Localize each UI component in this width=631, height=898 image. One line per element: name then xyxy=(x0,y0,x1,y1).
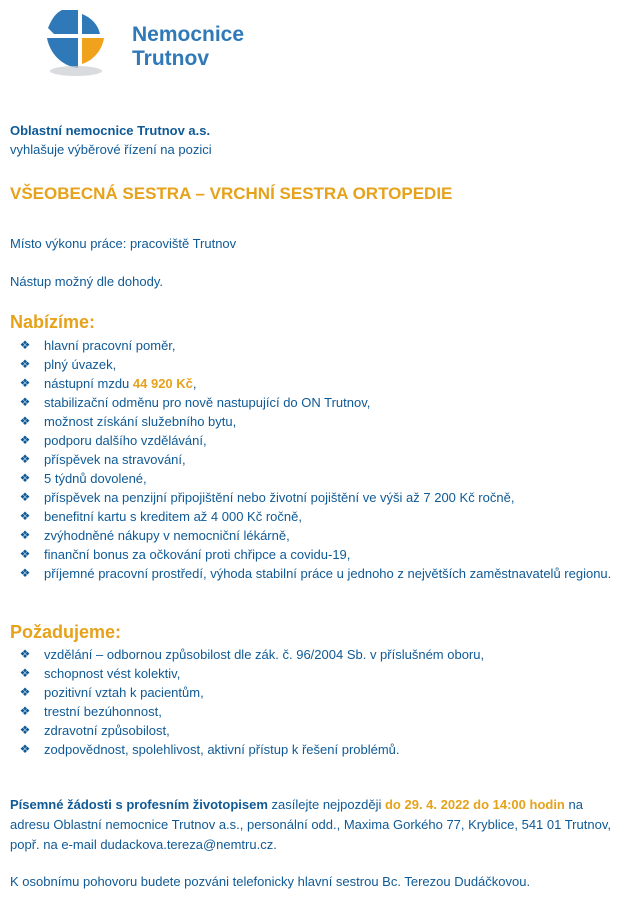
require-item-text: zodpovědnost, spolehlivost, aktivní přístup k řešení problémů. xyxy=(44,742,400,757)
offer-item xyxy=(18,488,623,507)
logo-name-line2: Trutnov xyxy=(132,47,209,70)
offer-item-text: možnost získání služebního bytu, xyxy=(44,414,237,429)
offer-item xyxy=(18,507,623,526)
offer-item-text: benefitní kartu s kreditem až 4 000 Kč ročně, xyxy=(44,509,302,524)
bullet-icon: ❖ xyxy=(19,666,31,680)
bullet-icon: ❖ xyxy=(19,547,31,561)
offer-item-text: 5 týdnů dovolené, xyxy=(44,471,147,486)
require-item xyxy=(18,683,623,702)
workplace-text: Místo výkonu práce: pracoviště Trutnov xyxy=(10,236,237,251)
offer-item-text: plný úvazek, xyxy=(44,357,117,372)
offer-item-salary xyxy=(18,374,623,393)
bullet-icon: ❖ xyxy=(19,723,31,737)
application-paragraph xyxy=(10,795,622,855)
bullet-icon: ❖ xyxy=(19,528,31,542)
bullet-icon: ❖ xyxy=(19,509,31,523)
require-item-text: pozitivní vztah k pacientům, xyxy=(44,685,204,700)
bullet-icon: ❖ xyxy=(19,742,31,756)
logo-name-line1: Nemocnice xyxy=(132,23,245,46)
offer-item xyxy=(18,469,623,488)
bullet-icon: ❖ xyxy=(19,338,31,352)
offer-item xyxy=(18,355,623,374)
require-item-text: zdravotní způsobilost, xyxy=(44,723,170,738)
offer-item xyxy=(18,393,623,412)
bullet-icon: ❖ xyxy=(19,566,31,580)
require-heading: Požadujeme: xyxy=(10,622,122,642)
require-item xyxy=(18,702,623,721)
offer-item-text: stabilizační odměnu pro nově nastupující do ON Trutnov, xyxy=(44,395,371,410)
bullet-icon: ❖ xyxy=(19,376,31,390)
offer-item xyxy=(18,545,623,564)
start-date-text: Nástup možný dle dohody. xyxy=(10,274,163,289)
bullet-icon: ❖ xyxy=(19,647,31,661)
bullet-icon: ❖ xyxy=(19,704,31,718)
bullet-icon: ❖ xyxy=(19,395,31,409)
offer-heading: Nabízíme: xyxy=(10,312,96,332)
offer-item-text: příspěvek na penzijní připojištění nebo životní pojištění ve výši až 7 200 Kč ročně, xyxy=(44,490,515,505)
announcement-text: vyhlašuje výběrové řízení na pozici xyxy=(10,142,212,157)
bullet-icon: ❖ xyxy=(19,414,31,428)
salary-prefix: nástupní mzdu xyxy=(44,376,133,391)
require-item xyxy=(18,740,623,759)
offer-item-text: podporu dalšího vzdělávání, xyxy=(44,433,207,448)
bullet-icon: ❖ xyxy=(19,452,31,466)
offer-item-text: příjemné pracovní prostředí, výhoda stabilní práce u jednoho z největších zaměstnavatelů regionu. xyxy=(44,566,612,581)
salary-suffix: , xyxy=(192,376,197,391)
offer-item xyxy=(18,450,623,469)
position-title: VŠEOBECNÁ SESTRA – VRCHNÍ SESTRA ORTOPEDIE xyxy=(10,184,453,203)
require-item-text: trestní bezúhonnost, xyxy=(44,704,162,719)
hospital-cross-logo-icon xyxy=(44,8,108,78)
hospital-logo xyxy=(44,8,254,84)
offer-item-text: finanční bonus za očkování proti chřipce a covidu-19, xyxy=(44,547,351,562)
require-item xyxy=(18,721,623,740)
require-item xyxy=(18,645,623,664)
logo-wordmark xyxy=(132,23,244,71)
offer-item-text: příspěvek na stravování, xyxy=(44,452,186,467)
offer-item xyxy=(18,412,623,431)
bullet-icon: ❖ xyxy=(19,433,31,447)
bullet-icon: ❖ xyxy=(19,357,31,371)
offer-item xyxy=(18,564,623,583)
require-item-text: schopnost vést kolektiv, xyxy=(44,666,181,681)
application-address: na adresu Oblastní nemocnice Trutnov a.s., personální odd., Maxima Gorkého 77, Kryblice, 541 01 Trutnov, popř. na e-mail dudackova.tereza@nemtru.cz. xyxy=(10,797,611,852)
application-lead-text: zasílejte nejpozději xyxy=(267,797,385,812)
offer-item-text: hlavní pracovní poměr, xyxy=(44,338,176,353)
salary-value: 44 920 Kč xyxy=(132,376,193,391)
offer-item xyxy=(18,336,623,355)
bullet-icon: ❖ xyxy=(19,471,31,485)
bullet-icon: ❖ xyxy=(19,685,31,699)
offer-item-text: zvýhodněné nákupy v nemocniční lékárně, xyxy=(44,528,290,543)
application-deadline: do 29. 4. 2022 do 14:00 hodin xyxy=(384,797,565,812)
application-lead: Písemné žádosti s profesním životopisem xyxy=(10,797,268,812)
require-item-text: vzdělání – odbornou způsobilost dle zák. č. 96/2004 Sb. v příslušném oboru, xyxy=(44,647,485,662)
interview-note: K osobnímu pohovoru budete pozváni telefonicky hlavní sestrou Bc. Terezou Dudáčkovou. xyxy=(10,874,531,889)
offer-list xyxy=(18,336,623,583)
require-list xyxy=(18,645,623,759)
bullet-icon: ❖ xyxy=(19,490,31,504)
offer-item xyxy=(18,526,623,545)
offer-item xyxy=(18,431,623,450)
organization-name: Oblastní nemocnice Trutnov a.s. xyxy=(10,123,211,138)
require-item xyxy=(18,664,623,683)
